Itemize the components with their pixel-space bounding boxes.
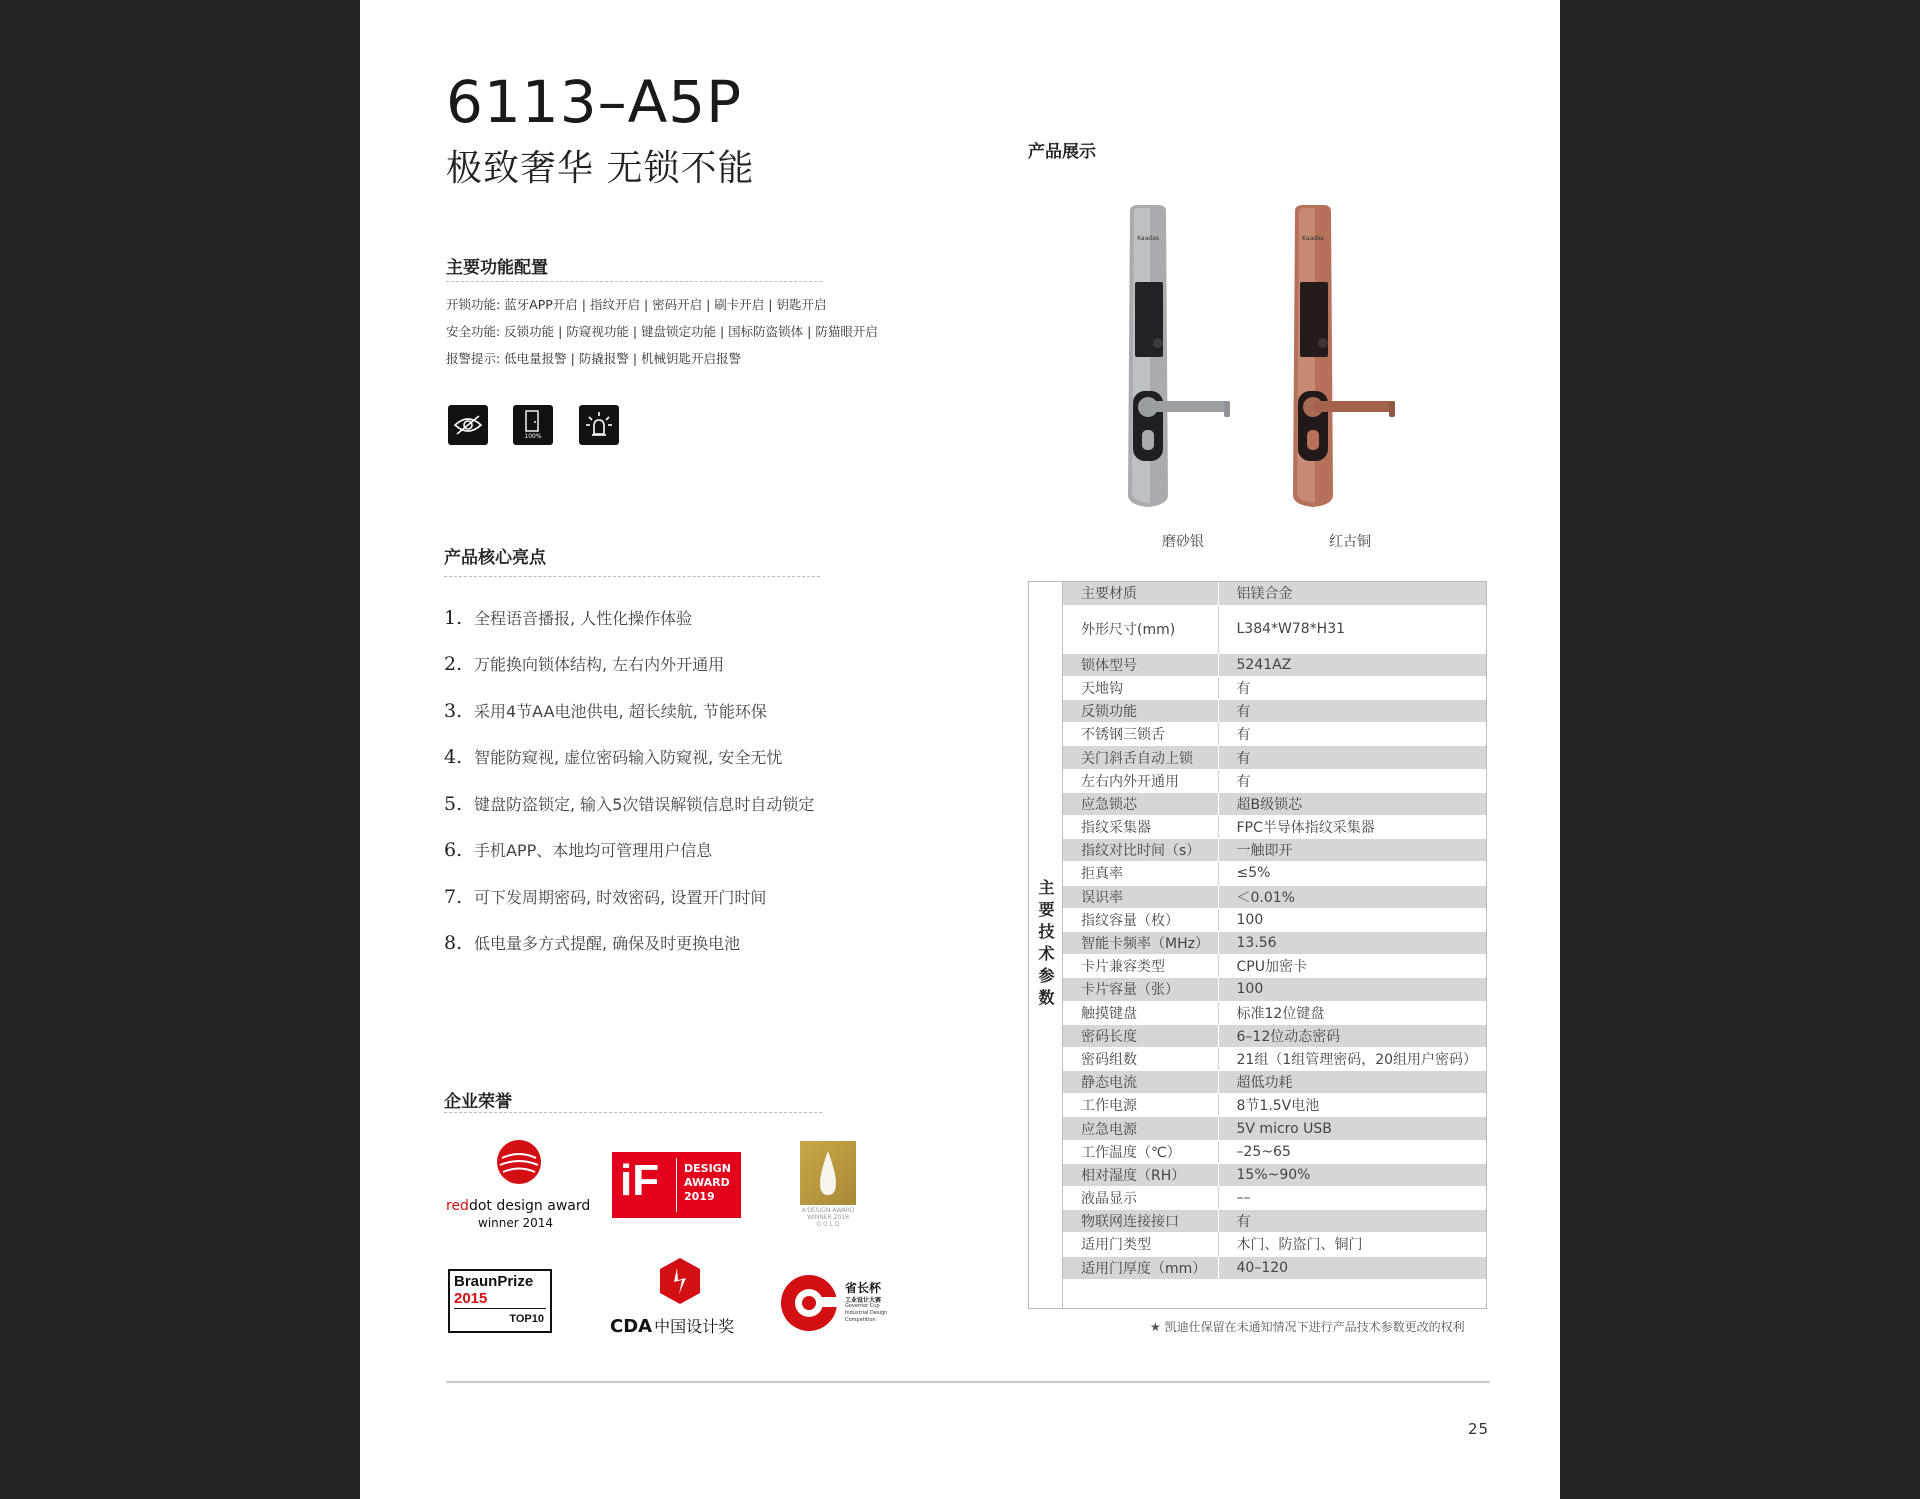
highlights-divider bbox=[444, 576, 820, 577]
spec-key: 相对湿度（RH） bbox=[1063, 1163, 1218, 1186]
spec-value: 有 bbox=[1218, 700, 1486, 723]
table-row bbox=[1063, 605, 1486, 653]
spec-table bbox=[1028, 581, 1487, 1309]
spec-key: 指纹采集器 bbox=[1063, 816, 1218, 839]
spec-value: 8节1.5V电池 bbox=[1218, 1094, 1486, 1117]
showcase-title: 产品展示 bbox=[1028, 142, 1096, 162]
governor-g-icon bbox=[779, 1273, 839, 1333]
spec-value: 5V micro USB bbox=[1218, 1117, 1486, 1140]
spec-value: 100 bbox=[1218, 908, 1486, 931]
table-row bbox=[1063, 582, 1486, 605]
governor-cn2: 工业设计大赛 bbox=[845, 1297, 882, 1304]
table-row bbox=[1063, 908, 1486, 931]
spec-value: –25~65 bbox=[1218, 1140, 1486, 1163]
spec-value: 有 bbox=[1218, 1210, 1486, 1233]
table-row bbox=[1063, 1024, 1486, 1047]
adesign-line3: G O L D bbox=[816, 1221, 840, 1228]
spec-key: 适用门类型 bbox=[1063, 1233, 1218, 1256]
table-row bbox=[1063, 653, 1486, 676]
if-award-logo bbox=[612, 1152, 741, 1218]
governor-cup-logo bbox=[779, 1271, 899, 1337]
door-100-icon bbox=[513, 405, 553, 445]
spec-key: 工作电源 bbox=[1063, 1094, 1218, 1117]
functions-divider bbox=[446, 281, 822, 282]
spec-key: 应急锁芯 bbox=[1063, 792, 1218, 815]
reddot-award-logo bbox=[446, 1138, 596, 1234]
spec-value: 标准12位键盘 bbox=[1218, 1001, 1486, 1024]
list-item: 8. 低电量多方式提醒, 确保及时更换电池 bbox=[444, 932, 741, 954]
spec-value: –– bbox=[1218, 1187, 1486, 1210]
spec-key: 密码长度 bbox=[1063, 1024, 1218, 1047]
spec-value: 铝镁合金 bbox=[1218, 582, 1486, 605]
cda-cn: 中国设计奖 bbox=[654, 1317, 735, 1336]
spec-key: 不锈钢三锁舌 bbox=[1063, 723, 1218, 746]
spec-value: FPC半导体指纹采集器 bbox=[1218, 816, 1486, 839]
variant-silver-label: 磨砂银 bbox=[1162, 534, 1204, 550]
table-row bbox=[1063, 1233, 1486, 1256]
table-row bbox=[1063, 1117, 1486, 1140]
cda-hexagon-icon bbox=[656, 1256, 704, 1306]
spec-side-title: 主要技术参数 bbox=[1029, 582, 1063, 1308]
spec-value: 超B级锁芯 bbox=[1218, 792, 1486, 815]
table-row bbox=[1063, 1187, 1486, 1210]
spec-value: 5241AZ bbox=[1218, 653, 1486, 676]
spec-key: 卡片容量（张） bbox=[1063, 978, 1218, 1001]
governor-e1: Governor Cup bbox=[845, 1303, 880, 1309]
list-item: 2. 万能换向锁体结构, 左右内外开通用 bbox=[444, 653, 725, 675]
adesign-drop-icon bbox=[800, 1141, 856, 1205]
model-number: 6113–A5P bbox=[446, 68, 743, 136]
door-icon-text: 100% bbox=[524, 433, 542, 440]
variant-bronze-label: 红古铜 bbox=[1329, 534, 1371, 550]
table-row bbox=[1063, 676, 1486, 699]
table-row bbox=[1063, 1140, 1486, 1163]
spec-key: 误识率 bbox=[1063, 885, 1218, 908]
spec-key: 指纹容量（枚） bbox=[1063, 908, 1218, 931]
spec-key: 智能卡频率（MHz） bbox=[1063, 931, 1218, 954]
spec-key: 工作温度（℃） bbox=[1063, 1140, 1218, 1163]
table-row bbox=[1063, 723, 1486, 746]
spec-key: 主要材质 bbox=[1063, 582, 1218, 605]
spec-key: 液晶显示 bbox=[1063, 1187, 1218, 1210]
table-row bbox=[1063, 955, 1486, 978]
spec-value: 6–12位动态密码 bbox=[1218, 1024, 1486, 1047]
spec-key: 反锁功能 bbox=[1063, 700, 1218, 723]
table-row bbox=[1063, 1256, 1486, 1279]
braun-title: BraunPrize bbox=[454, 1273, 534, 1290]
spec-value: ＜0.01% bbox=[1218, 885, 1486, 908]
table-row bbox=[1063, 1071, 1486, 1094]
functions-title: 主要功能配置 bbox=[446, 258, 548, 278]
function-line-unlock: 开锁功能: 蓝牙APP开启 | 指纹开启 | 密码开启 | 刷卡开启 | 钥匙开启 bbox=[446, 297, 827, 312]
table-row bbox=[1063, 769, 1486, 792]
spec-value: 一触即开 bbox=[1218, 839, 1486, 862]
lock-silver-brand: Kaadas bbox=[1137, 235, 1159, 242]
spec-key: 锁体型号 bbox=[1063, 653, 1218, 676]
lock-silver-image bbox=[1120, 205, 1240, 510]
table-row bbox=[1063, 746, 1486, 769]
list-item: 3. 采用4节AA电池供电, 超长续航, 节能环保 bbox=[444, 700, 767, 722]
spec-key: 外形尺寸(mm) bbox=[1063, 605, 1218, 653]
spec-key: 指纹对比时间（s） bbox=[1063, 839, 1218, 862]
spec-value: 有 bbox=[1218, 676, 1486, 699]
lock-bronze-brand: Kaadas bbox=[1302, 235, 1324, 242]
eye-off-icon bbox=[448, 405, 488, 445]
braun-year: 2015 bbox=[454, 1290, 488, 1307]
table-row bbox=[1063, 700, 1486, 723]
spec-value: 15%~90% bbox=[1218, 1163, 1486, 1186]
spec-value: 有 bbox=[1218, 746, 1486, 769]
table-row bbox=[1063, 862, 1486, 885]
spec-key: 拒真率 bbox=[1063, 862, 1218, 885]
table-row bbox=[1063, 839, 1486, 862]
adesign-line2: WINNER 2016 bbox=[807, 1214, 849, 1221]
honors-divider bbox=[444, 1112, 822, 1113]
catalog-page bbox=[360, 0, 1560, 1499]
table-row bbox=[1063, 1210, 1486, 1233]
table-row bbox=[1063, 931, 1486, 954]
spec-value: 21组（1组管理密码，20组用户密码） bbox=[1218, 1047, 1486, 1070]
function-line-alarm: 报警提示: 低电量报警 | 防撬报警 | 机械钥匙开启报警 bbox=[446, 351, 742, 366]
spec-value: 木门、防盗门、铜门 bbox=[1218, 1233, 1486, 1256]
spec-value: CPU加密卡 bbox=[1218, 955, 1486, 978]
reddot-red: red bbox=[446, 1198, 469, 1214]
spec-key: 关门斜舌自动上锁 bbox=[1063, 746, 1218, 769]
spec-key: 天地钩 bbox=[1063, 676, 1218, 699]
list-item: 7. 可下发周期密码, 时效密码, 设置开门时间 bbox=[444, 886, 767, 908]
list-item: 5. 键盘防盗锁定, 输入5次错误解锁信息时自动锁定 bbox=[444, 793, 815, 815]
table-row bbox=[1063, 885, 1486, 908]
spec-value: 有 bbox=[1218, 769, 1486, 792]
reddot-winner: winner 2014 bbox=[478, 1216, 554, 1230]
governor-e2: Industrial Design bbox=[845, 1310, 888, 1316]
if-award: AWARD bbox=[684, 1176, 730, 1189]
spec-value: 有 bbox=[1218, 723, 1486, 746]
table-row bbox=[1063, 978, 1486, 1001]
spec-value: ≤5% bbox=[1218, 862, 1486, 885]
adesign-award-logo bbox=[800, 1141, 856, 1229]
page-number: 25 bbox=[1468, 1420, 1490, 1438]
spec-key: 适用门厚度（mm） bbox=[1063, 1256, 1218, 1279]
cda-latin: CDA bbox=[610, 1316, 653, 1337]
honors-title: 企业荣誉 bbox=[444, 1092, 512, 1112]
spec-key: 卡片兼容类型 bbox=[1063, 955, 1218, 978]
spec-value: L384*W78*H31 bbox=[1218, 605, 1486, 653]
spec-key: 静态电流 bbox=[1063, 1071, 1218, 1094]
spec-key: 密码组数 bbox=[1063, 1047, 1218, 1070]
reddot-text: dot design award bbox=[468, 1198, 591, 1214]
spec-rows bbox=[1063, 582, 1486, 1280]
table-row bbox=[1063, 1001, 1486, 1024]
governor-cn1: 省长杯 bbox=[845, 1281, 882, 1295]
adesign-line1: A'DESIGN AWARD bbox=[801, 1207, 855, 1214]
spec-note: ★ 凯迪仕保留在未通知情况下进行产品技术参数更改的权利 bbox=[1150, 1320, 1465, 1334]
lock-bronze-image bbox=[1285, 205, 1405, 510]
slogan: 极致奢华 无锁不能 bbox=[446, 148, 755, 189]
braun-top10: TOP10 bbox=[509, 1313, 544, 1325]
table-row bbox=[1063, 1047, 1486, 1070]
table-row bbox=[1063, 792, 1486, 815]
alarm-light-icon bbox=[579, 405, 619, 445]
spec-key: 左右内外开通用 bbox=[1063, 769, 1218, 792]
table-row bbox=[1063, 816, 1486, 839]
cda-award-logo bbox=[610, 1256, 750, 1338]
spec-key: 触摸键盘 bbox=[1063, 1001, 1218, 1024]
list-item: 4. 智能防窥视, 虚位密码输入防窥视, 安全无忧 bbox=[444, 746, 783, 768]
spec-value: 40–120 bbox=[1218, 1256, 1486, 1279]
if-year: 2019 bbox=[684, 1190, 715, 1203]
if-mark: iF bbox=[620, 1156, 660, 1205]
table-row bbox=[1063, 1163, 1486, 1186]
function-line-security: 安全功能: 反锁功能 | 防窥视功能 | 键盘锁定功能 | 国标防盗锁体 | 防猫眼开启 bbox=[446, 324, 878, 339]
if-design: DESIGN bbox=[684, 1162, 731, 1175]
spec-value: 100 bbox=[1218, 978, 1486, 1001]
governor-e3: Competition bbox=[845, 1317, 876, 1323]
spec-key: 物联网连接接口 bbox=[1063, 1210, 1218, 1233]
list-item: 6. 手机APP、本地均可管理用户信息 bbox=[444, 839, 713, 861]
spec-value: 超低功耗 bbox=[1218, 1071, 1486, 1094]
footer-divider bbox=[446, 1381, 1490, 1383]
list-item: 1. 全程语音播报, 人性化操作体验 bbox=[444, 607, 693, 629]
highlights-title: 产品核心亮点 bbox=[444, 548, 546, 568]
braunprize-logo bbox=[448, 1269, 552, 1333]
spec-value: 13.56 bbox=[1218, 931, 1486, 954]
spec-key: 应急电源 bbox=[1063, 1117, 1218, 1140]
reddot-icon bbox=[494, 1138, 544, 1186]
table-row bbox=[1063, 1094, 1486, 1117]
